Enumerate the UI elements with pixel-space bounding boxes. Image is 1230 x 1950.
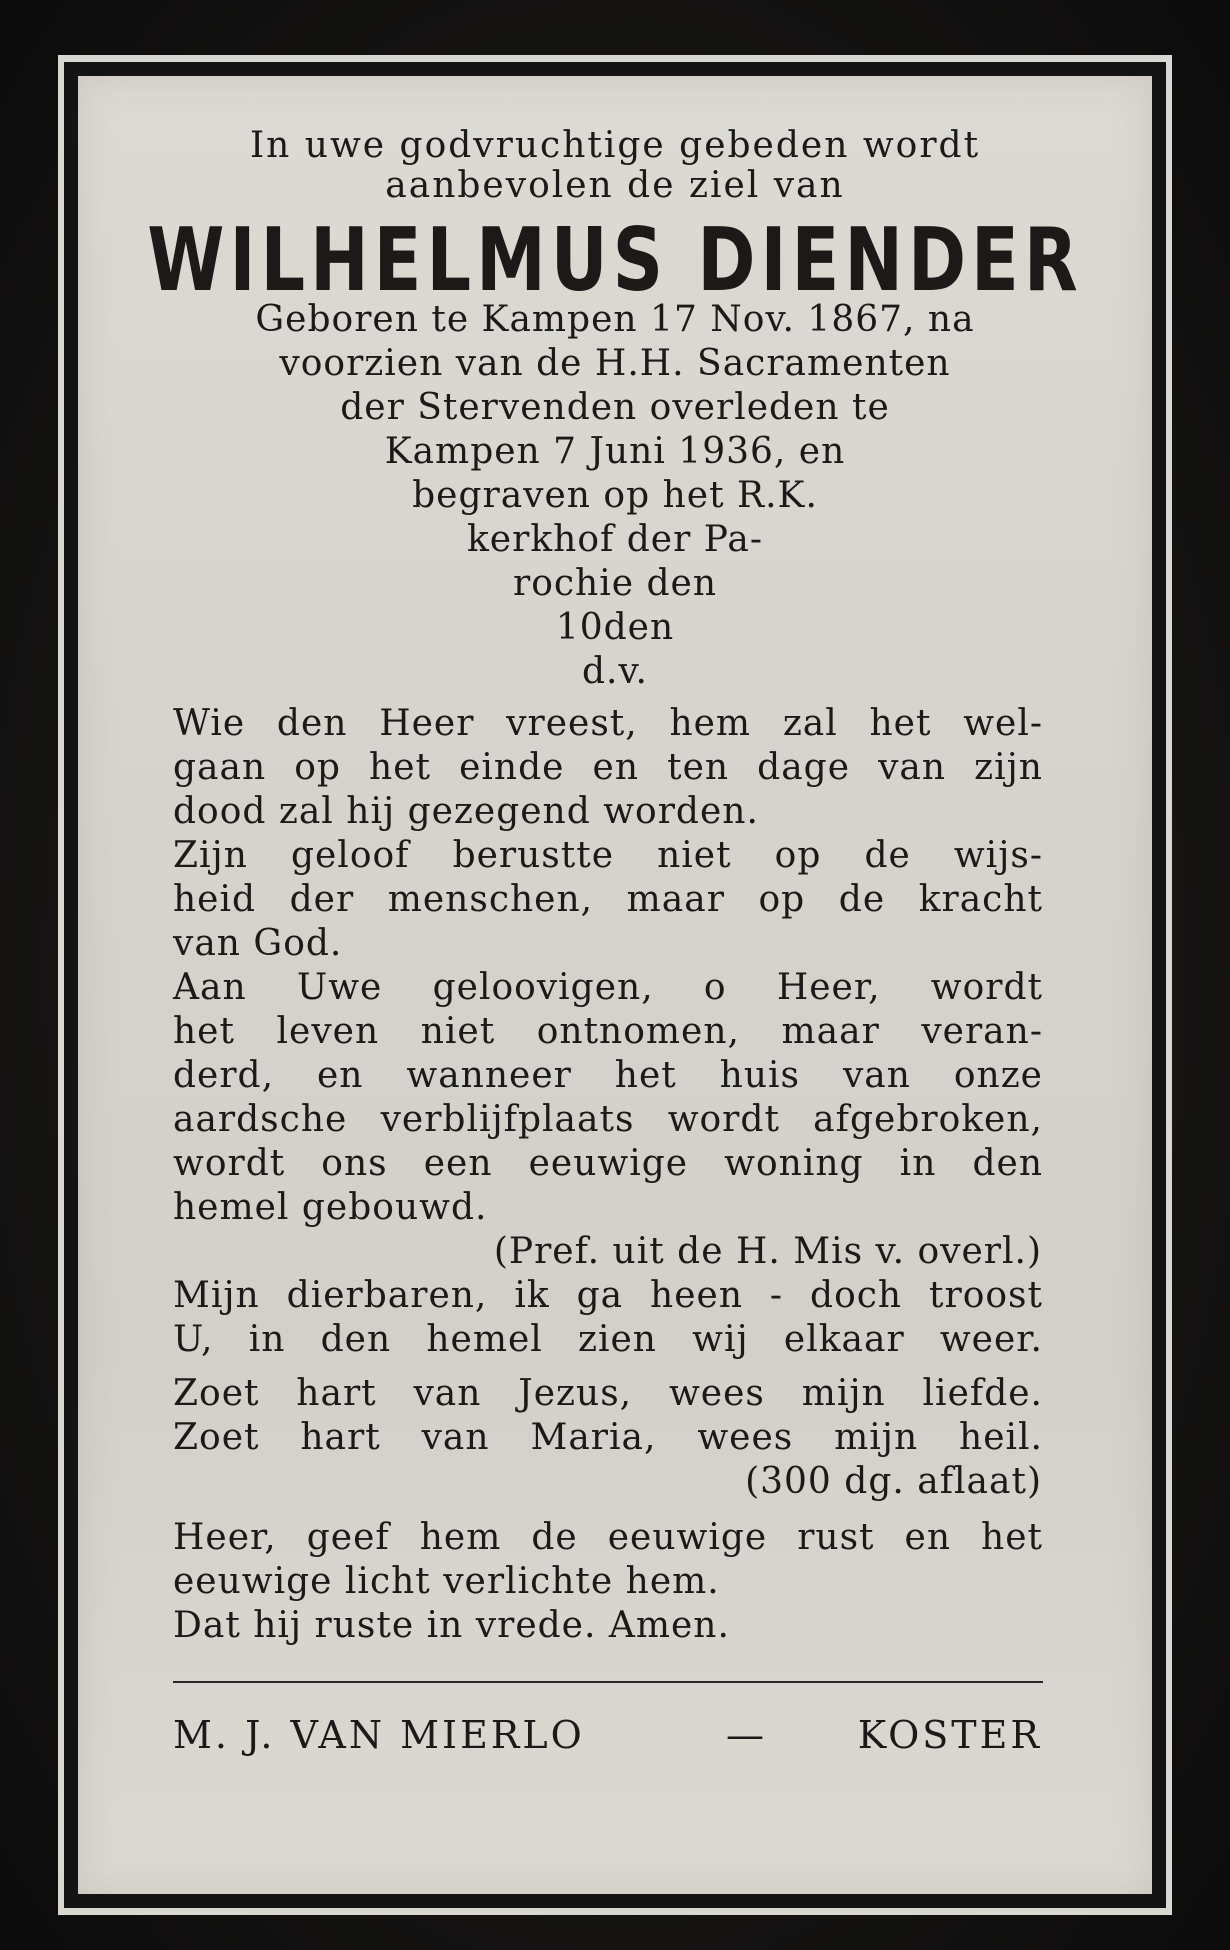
preface-line-1: Aan Uwe geloovigen, o Heer, wordt [173, 967, 1043, 1008]
biography-line-9: d.v. [582, 651, 648, 692]
prayer-line-1: Zoet hart van Jezus, wees mijn liefde. [173, 1373, 1043, 1414]
psalm-line-3: dood zal hij gezegend worden. [173, 791, 759, 832]
faith-line-2: heid der menschen, maar op de kracht [173, 879, 1043, 920]
faith-line-1: Zijn geloof berustte niet op de wijs- [173, 835, 1043, 876]
faith-line-3: van God. [173, 923, 343, 964]
biography-line-3: der Stervenden overleden te [340, 387, 890, 428]
requiem-line-2: eeuwige licht verlichte hem. [173, 1561, 720, 1602]
preface-line-3: derd, en wanneer het huis van onze [173, 1055, 1043, 1096]
prayer-line-2: Zoet hart van Maria, wees mijn heil. [173, 1417, 1043, 1458]
preface-line-4: aardsche verblijfplaats wordt afgebroken, [173, 1099, 1043, 1140]
memorial-card [78, 76, 1152, 1894]
biography-line-7: rochie den [512, 563, 718, 604]
biography-line-5: begraven op het R.K. [412, 475, 818, 516]
preface-source: (Pref. uit de H. Mis v. overl.) [493, 1231, 1042, 1272]
farewell-line-1: Mijn dierbaren, ik ga heen - doch troost [173, 1275, 1043, 1316]
footer-divider [173, 1681, 1043, 1683]
printer-role: KOSTER [857, 1713, 1042, 1757]
biography-line-2: voorzien van de H.H. Sacramenten [279, 343, 951, 384]
printer-name: M. J. VAN MIERLO [173, 1713, 585, 1757]
biography-line-1: Geboren te Kampen 17 Nov. 1867, na [255, 299, 975, 340]
biography-line-6: kerkhof der Pa- [466, 519, 763, 560]
preface-line-2: het leven niet ontnomen, maar veran- [173, 1011, 1043, 1052]
psalm-line-2: gaan op het einde en ten dage van zijn [173, 747, 1043, 788]
header-line-2: aanbevolen de ziel van [385, 165, 845, 206]
header-line-1: In uwe godvruchtige gebeden wordt [249, 125, 981, 166]
farewell-line-2: U, in den hemel zien wij elkaar weer. [173, 1319, 1043, 1360]
requiem-line-3: Dat hij ruste in vrede. Amen. [173, 1605, 730, 1646]
indulgence-note: (300 dg. aflaat) [745, 1461, 1042, 1502]
psalm-line-1: Wie den Heer vreest, hem zal het wel- [173, 703, 1043, 744]
deceased-name: WILHELMUS DIENDER [147, 208, 1083, 311]
footer-dash: — [726, 1713, 767, 1757]
biography-line-8: 10den [555, 607, 675, 648]
biography-line-4: Kampen 7 Juni 1936, en [384, 431, 846, 472]
preface-line-5: wordt ons een eeuwige woning in den [173, 1143, 1043, 1184]
requiem-line-1: Heer, geef hem de eeuwige rust en het [173, 1517, 1043, 1558]
preface-line-6: hemel gebouwd. [173, 1187, 488, 1228]
